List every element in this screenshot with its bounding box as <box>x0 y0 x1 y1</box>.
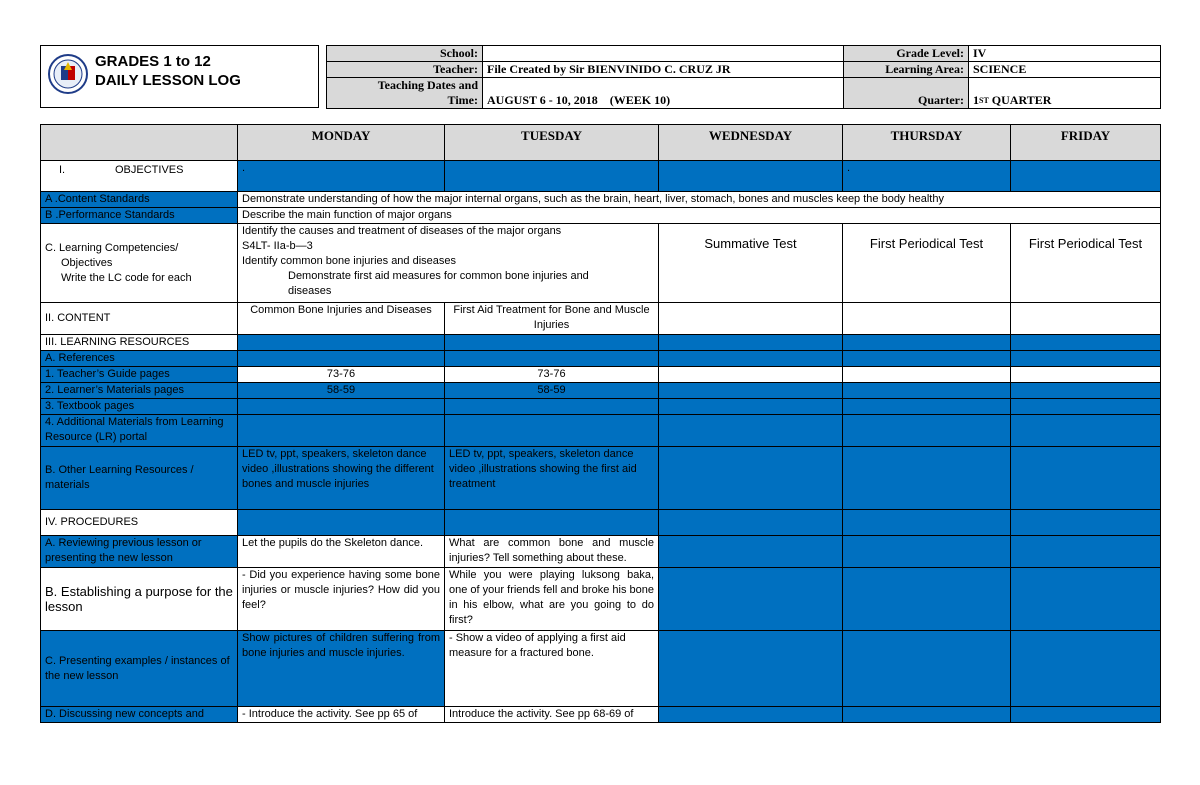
tb-mon <box>238 399 445 415</box>
performance-standards-label: B .Performance Standards <box>41 208 238 224</box>
pr-mon <box>238 510 445 536</box>
proc-a-mon: Let the pupils do the Skeleton dance. <box>238 536 445 568</box>
content-standards-label: A .Content Standards <box>41 192 238 208</box>
tb-fri <box>1011 399 1161 415</box>
tb-wed <box>659 399 843 415</box>
lr-thu <box>843 335 1011 351</box>
pa-thu <box>843 536 1011 568</box>
other-resources-mon: LED tv, ppt, speakers, skeleton dance video ,illustrations showing the different bones and muscle injuries <box>238 447 445 510</box>
content-standards-value: Demonstrate understanding of how the major internal organs, such as the brain, heart, liver, stomach, bones and muscles keep the body healthy <box>238 192 1161 208</box>
objectives-tue <box>445 161 659 192</box>
learning-area-label: Learning Area: <box>844 62 969 78</box>
tg-wed <box>659 367 843 383</box>
lr-mon <box>238 335 445 351</box>
am-thu <box>843 415 1011 447</box>
pr-thu <box>843 510 1011 536</box>
pb-thu <box>843 568 1011 631</box>
proc-c-tue: - Show a video of applying a first aid measure for a fractured bone. <box>445 631 659 707</box>
lm-wed <box>659 383 843 399</box>
learners-materials-mon: 58-59 <box>238 383 445 399</box>
learning-competencies-thu: First Periodical Test <box>843 224 1011 303</box>
day-header-wednesday: WEDNESDAY <box>659 125 843 161</box>
objectives-thu: . <box>843 161 1011 192</box>
pc-thu <box>843 631 1011 707</box>
form-title-log: DAILY LESSON LOG <box>95 72 241 89</box>
school-value <box>483 46 844 62</box>
learning-area-value: SCIENCE <box>969 62 1161 78</box>
other-resources-tue: LED tv, ppt, speakers, skeleton dance video ,illustrations showing the first aid treatment <box>445 447 659 510</box>
content-thu <box>843 303 1011 335</box>
info-table <box>326 45 1161 109</box>
content-wed <box>659 303 843 335</box>
proc-d-label: D. Discussing new concepts and <box>41 707 238 723</box>
ref-wed <box>659 351 843 367</box>
teachers-guide-tue: 73-76 <box>445 367 659 383</box>
school-label: School: <box>327 46 483 62</box>
pb-fri <box>1011 568 1161 631</box>
learning-competencies-label: C. Learning Competencies/ Objectives Write the LC code for each <box>41 224 238 303</box>
lm-fri <box>1011 383 1161 399</box>
pr-wed <box>659 510 843 536</box>
pd-thu <box>843 707 1011 723</box>
teachers-guide-label: 1. Teacher’s Guide pages <box>41 367 238 383</box>
pd-wed <box>659 707 843 723</box>
or-thu <box>843 447 1011 510</box>
proc-b-tue: While you were playing luksong baka, one of your friends fell and broke his bone in his elbow, what are you going to do first? <box>445 568 659 631</box>
grade-level-value: IV <box>969 46 1161 62</box>
pa-fri <box>1011 536 1161 568</box>
content-fri <box>1011 303 1161 335</box>
day-header-friday: FRIDAY <box>1011 125 1161 161</box>
objectives-wed <box>659 161 843 192</box>
am-mon <box>238 415 445 447</box>
pd-fri <box>1011 707 1161 723</box>
other-resources-label: B. Other Learning Resources / materials <box>41 447 238 510</box>
or-fri <box>1011 447 1161 510</box>
proc-c-label: C. Presenting examples / instances of the new lesson <box>41 631 238 707</box>
teacher-value: File Created by Sir BIENVINIDO C. CRUZ JR <box>483 62 844 78</box>
ref-mon <box>238 351 445 367</box>
pc-wed <box>659 631 843 707</box>
objectives-fri <box>1011 161 1161 192</box>
pb-wed <box>659 568 843 631</box>
proc-d-tue: Introduce the activity. See pp 68-69 of <box>445 707 659 723</box>
proc-b-label: B. Establishing a purpose for the lesson <box>41 568 238 631</box>
pa-wed <box>659 536 843 568</box>
day-header-tuesday: TUESDAY <box>445 125 659 161</box>
procedures-label: IV. PROCEDURES <box>41 510 238 536</box>
am-fri <box>1011 415 1161 447</box>
ref-tue <box>445 351 659 367</box>
deped-seal-icon <box>48 48 88 100</box>
tb-thu <box>843 399 1011 415</box>
day-header-thursday: THURSDAY <box>843 125 1011 161</box>
references-label: A. References <box>41 351 238 367</box>
content-label: II. CONTENT <box>41 303 238 335</box>
am-wed <box>659 415 843 447</box>
quarter-value: 1ST QUARTER <box>969 78 1161 109</box>
ref-thu <box>843 351 1011 367</box>
content-tue: First Aid Treatment for Bone and Muscle Injuries <box>445 303 659 335</box>
am-tue <box>445 415 659 447</box>
lm-thu <box>843 383 1011 399</box>
lr-wed <box>659 335 843 351</box>
lr-fri <box>1011 335 1161 351</box>
grade-level-label: Grade Level: <box>844 46 969 62</box>
tg-thu <box>843 367 1011 383</box>
or-wed <box>659 447 843 510</box>
learning-competencies-wed: Summative Test <box>659 224 843 303</box>
learners-materials-label: 2. Learner’s Materials pages <box>41 383 238 399</box>
proc-c-mon: Show pictures of children suffering from bone injuries and muscle injuries. <box>238 631 445 707</box>
proc-a-label: A. Reviewing previous lesson or presenting the new lesson <box>41 536 238 568</box>
proc-a-tue: What are common bone and muscle injuries? Tell something about these. <box>445 536 659 568</box>
lr-tue <box>445 335 659 351</box>
quarter-label: Quarter: <box>844 78 969 109</box>
day-header-monday: MONDAY <box>238 125 445 161</box>
learners-materials-tue: 58-59 <box>445 383 659 399</box>
dates-value: AUGUST 6 - 10, 2018 (WEEK 10) <box>483 78 844 109</box>
proc-d-mon: - Introduce the activity. See pp 65 of <box>238 707 445 723</box>
pr-tue <box>445 510 659 536</box>
ref-fri <box>1011 351 1161 367</box>
textbook-pages-label: 3. Textbook pages <box>41 399 238 415</box>
objectives-label: I. OBJECTIVES <box>41 161 238 192</box>
learning-competencies-fri: First Periodical Test <box>1011 224 1161 303</box>
tg-fri <box>1011 367 1161 383</box>
dates-label: Teaching Dates and Time: <box>327 78 483 109</box>
form-title-grades: GRADES 1 to 12 <box>95 53 211 70</box>
performance-standards-value: Describe the main function of major organs <box>238 208 1161 224</box>
content-mon: Common Bone Injuries and Diseases <box>238 303 445 335</box>
additional-materials-label: 4. Additional Materials from Learning Resource (LR) portal <box>41 415 238 447</box>
lesson-log-table <box>40 124 1161 723</box>
objectives-mon: . <box>238 161 445 192</box>
learning-resources-label: III. LEARNING RESOURCES <box>41 335 238 351</box>
tb-tue <box>445 399 659 415</box>
pc-fri <box>1011 631 1161 707</box>
proc-b-mon: - Did you experience having some bone injuries or muscle injuries? How did you feel? <box>238 568 445 631</box>
pr-fri <box>1011 510 1161 536</box>
learning-competencies-mon-tue: Identify the causes and treatment of diseases of the major organs S4LT- IIa-b—3 Identify common bone injuries and diseases Demonstrate first aid measures for common bone injuries and diseases <box>238 224 659 303</box>
teacher-label: Teacher: <box>327 62 483 78</box>
corner-cell <box>41 125 238 161</box>
teachers-guide-mon: 73-76 <box>238 367 445 383</box>
